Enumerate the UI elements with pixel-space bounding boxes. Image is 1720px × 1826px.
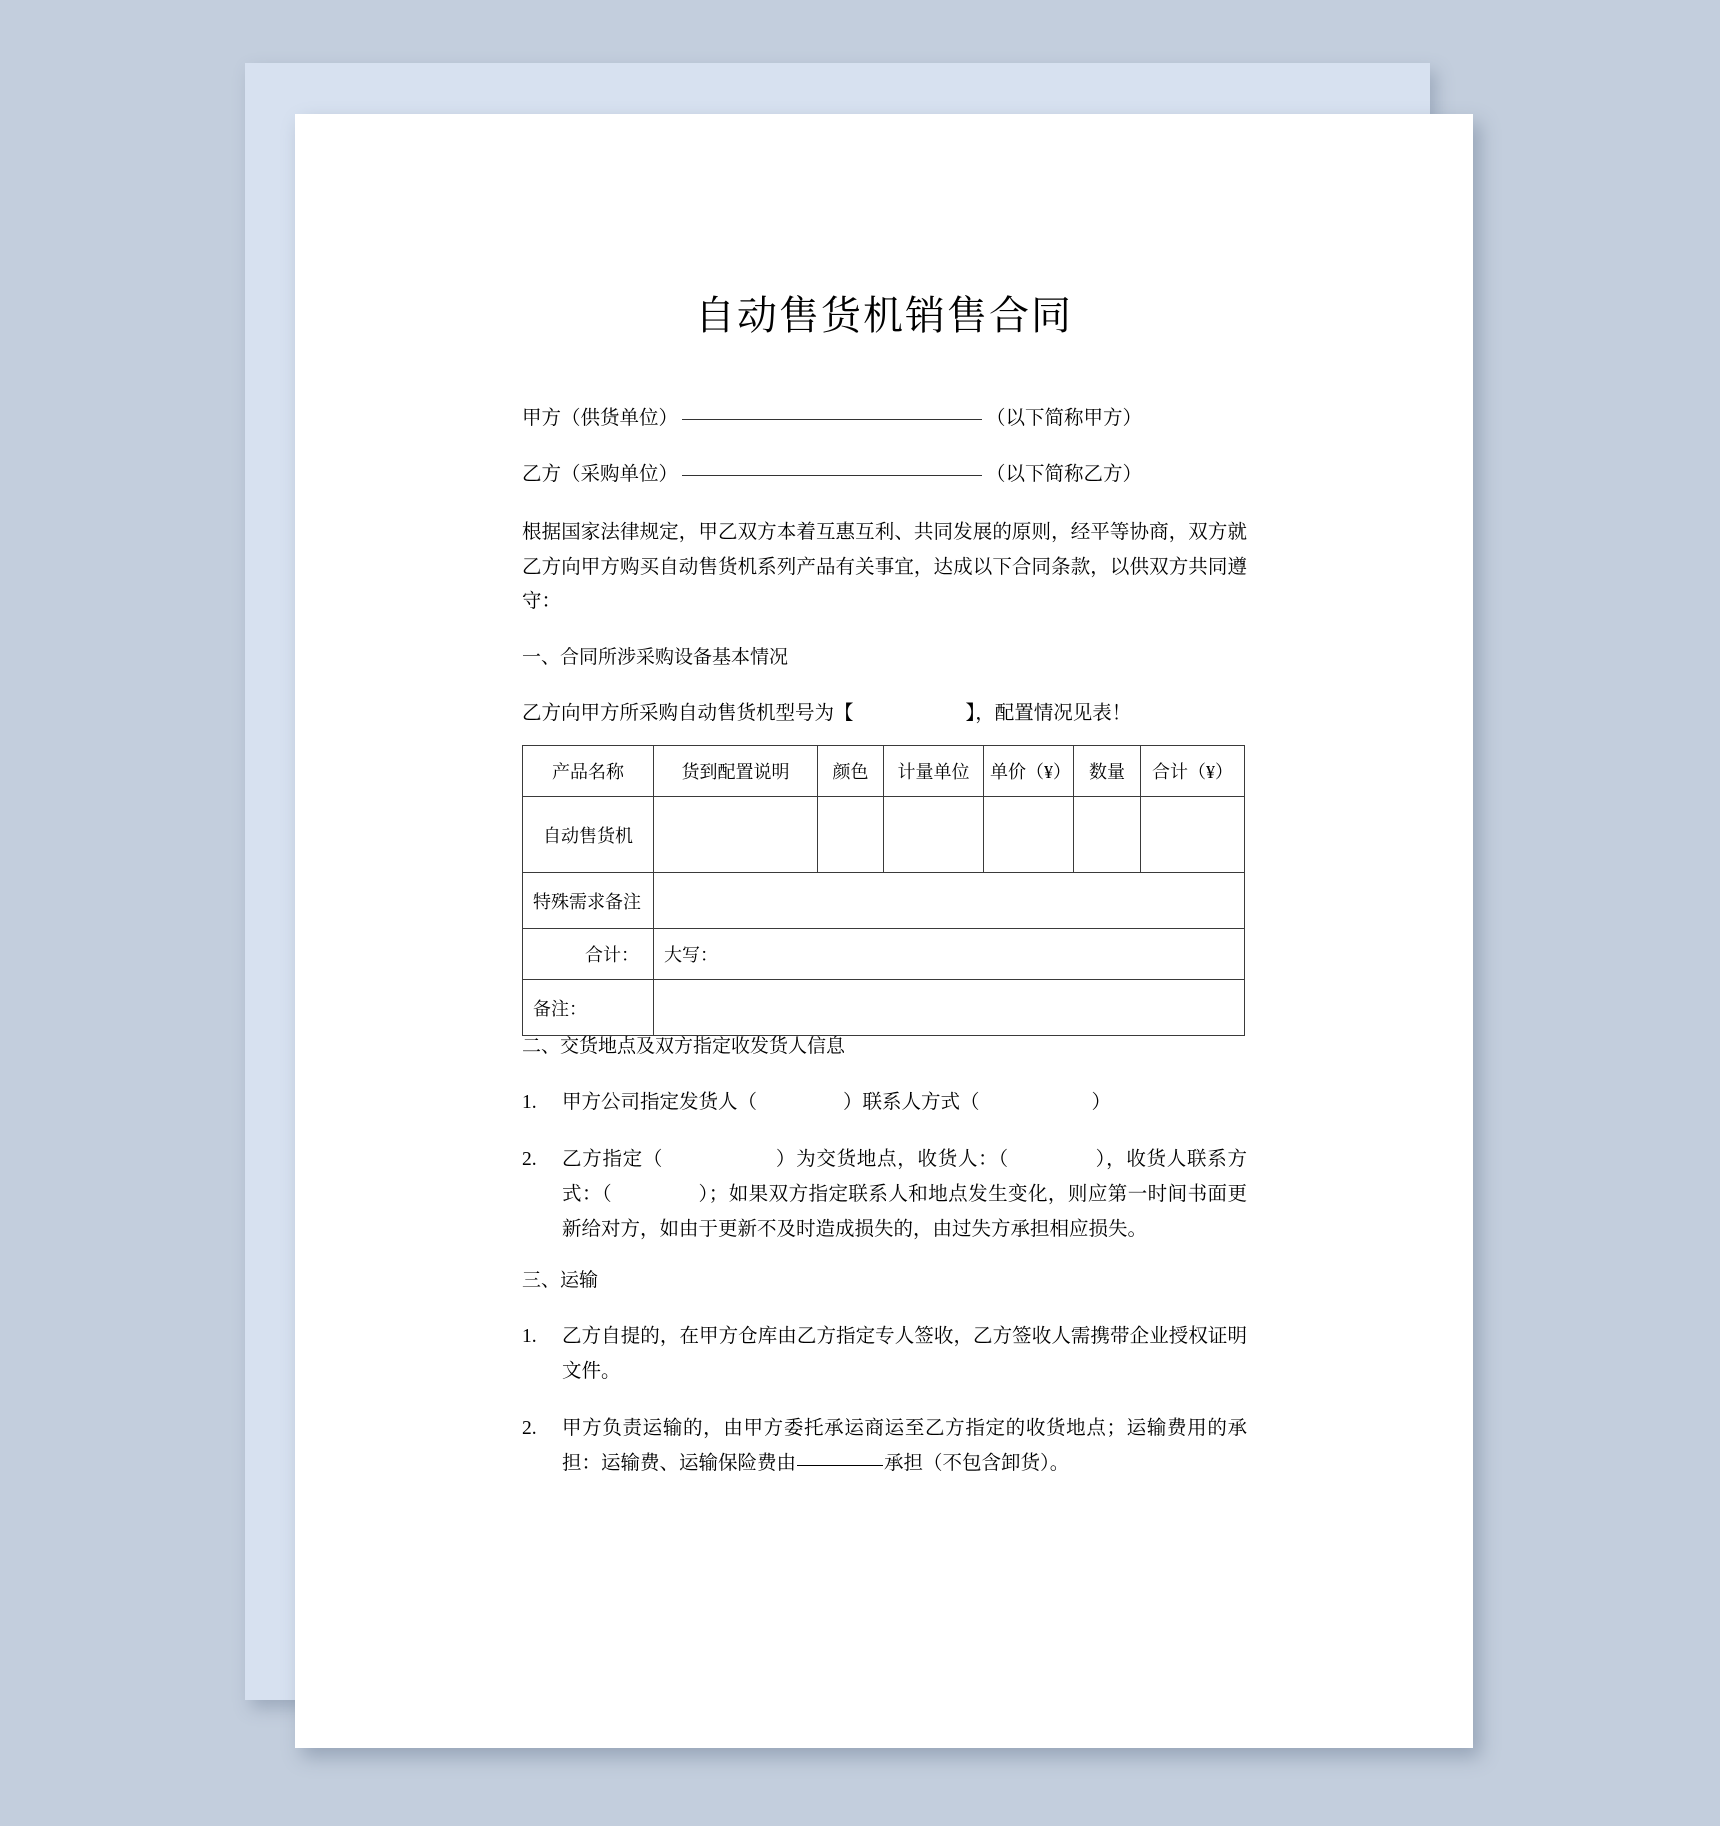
document-body-section-2: [522, 1032, 1247, 1269]
cell-config-note[interactable]: [654, 797, 818, 873]
party-suffix-jiafang: （以下简称甲方）: [986, 408, 1143, 429]
section-heading-1: 一、合同所涉采购设备基本情况: [522, 646, 789, 668]
list-item-text-part4: ）；如果双方指定联系人和地点发生变化，则应第一时间书面更新给对方，如由于更新不及时造成损失的，由过失方承担相应损失。: [562, 1183, 1247, 1240]
contract-document: [295, 114, 1473, 1748]
cell-product-name: 自动售货机: [523, 797, 654, 873]
list-item: [522, 1320, 1247, 1389]
table-header-amount: 合计（¥）: [1141, 746, 1245, 797]
list-item-text-part1: 乙方指定（: [562, 1149, 664, 1171]
section-2-item-list: [522, 1086, 1247, 1247]
list-item: [522, 1412, 1247, 1481]
table-header-row: [523, 746, 1245, 797]
cell-quantity[interactable]: [1074, 797, 1141, 873]
list-item: [522, 1086, 1247, 1121]
list-item-number: 2.: [522, 1417, 537, 1439]
cell-color[interactable]: [818, 797, 884, 873]
party-label-jiafang: 甲方（供货单位）: [522, 408, 679, 429]
list-item-text-part1: 甲方公司指定发货人（: [562, 1092, 758, 1114]
table-row: [523, 797, 1245, 873]
list-item-text-part2: 承担（不包含卸货）。: [884, 1452, 1070, 1474]
table-row: [523, 873, 1245, 929]
cell-unit-price[interactable]: [984, 797, 1074, 873]
table-header-unit: 计量单位: [884, 746, 984, 797]
party-suffix-yifang: （以下简称乙方）: [986, 464, 1143, 486]
list-item-text: 乙方自提的，在甲方仓库由乙方指定专人签收，乙方签收人需携带企业授权证明文件。: [562, 1326, 1247, 1383]
table-header-quantity: 数量: [1074, 746, 1141, 797]
cell-remark-value[interactable]: [654, 980, 1245, 1036]
cell-special-requirement-value[interactable]: [654, 873, 1245, 929]
list-item-text-part2: ）联系人方式（: [843, 1092, 980, 1114]
section-1-intro: [522, 697, 1247, 731]
section-1-intro-before: 乙方向甲方所采购自动售货机型号为【: [522, 703, 854, 725]
section-1-intro-after: 】，配置情况见表！: [965, 703, 1132, 725]
table-row: [523, 980, 1245, 1036]
cell-remark-label: 备注：: [523, 980, 654, 1036]
freight-bearer-blank[interactable]: [797, 1464, 883, 1466]
cell-total-label: 合计：: [523, 929, 654, 980]
section-heading-3: 三、运输: [522, 1270, 599, 1291]
list-item-number: 1.: [522, 1092, 537, 1114]
table-header-unit-price: 单价（¥）: [984, 746, 1074, 797]
party-blank-jiafang[interactable]: [682, 418, 982, 420]
party-blank-yifang[interactable]: [682, 474, 982, 476]
list-item-text-part3: ），收货人联系方式：（: [562, 1149, 1247, 1205]
document-page: [295, 114, 1473, 1748]
cell-total-in-words[interactable]: 大写：: [654, 929, 1245, 980]
table-row: [523, 929, 1245, 980]
party-line-yifang: [522, 460, 1247, 490]
document-body-section-3: [522, 1266, 1247, 1503]
list-item-text-part2: ）为交货地点，收货人：（: [775, 1149, 1009, 1171]
section-heading-2: 二、交货地点及双方指定收发货人信息: [522, 1036, 846, 1057]
party-line-jiafang: [522, 404, 1247, 434]
page-title: 自动售货机销售合同: [695, 293, 1073, 338]
table-header-color: 颜色: [818, 746, 884, 797]
list-item-number: 1.: [522, 1326, 537, 1348]
table-header-product-name: 产品名称: [523, 746, 654, 797]
cell-amount[interactable]: [1141, 797, 1245, 873]
table-header-config-note: 货到配置说明: [654, 746, 818, 797]
list-item-text-part3: ）: [1091, 1092, 1112, 1114]
party-label-yifang: 乙方（采购单位）: [522, 464, 679, 486]
list-item-text-part1: 甲方负责运输的，由甲方委托承运商运至乙方指定的收货地点；运输费用的承担：运输费、运输保险费由: [562, 1417, 1247, 1474]
document-body-upper: [522, 404, 1247, 751]
equipment-spec-table: [522, 745, 1245, 1036]
cell-special-requirement-label: 特殊需求备注: [523, 873, 654, 929]
preamble-paragraph: 根据国家法律规定，甲乙双方本着互惠互利、共同发展的原则，经平等协商，双方就乙方向甲方购买自动售货机系列产品有关事宜，达成以下合同条款，以供双方共同遵守：: [522, 522, 1247, 612]
list-item-number: 2.: [522, 1149, 537, 1171]
section-3-item-list: [522, 1320, 1247, 1481]
list-item: [522, 1143, 1247, 1247]
cell-unit[interactable]: [884, 797, 984, 873]
